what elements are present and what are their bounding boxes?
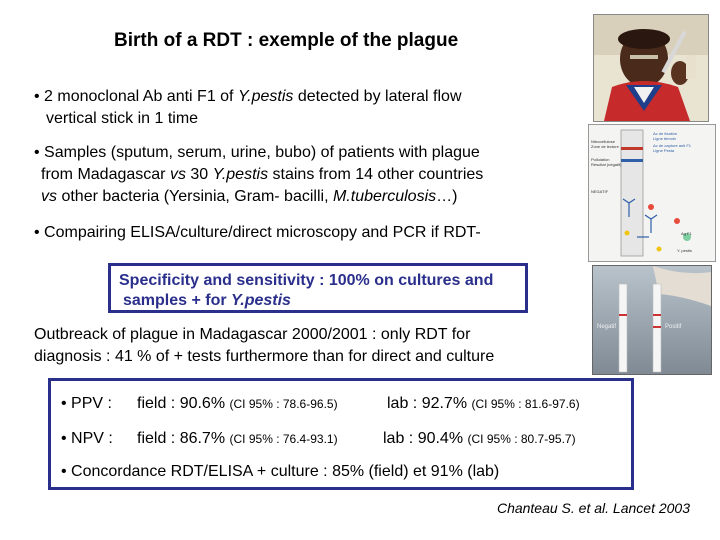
diagram-label-right2: Ligne témoin — [653, 136, 676, 141]
rdt-diagram-illustration — [589, 125, 715, 261]
ppv-lab: lab : 92.7% (CI 95% : 81.6-97.6) — [387, 395, 580, 412]
bullet-antibodies-line1: • 2 monoclonal Ab anti F1 of Y.pestis detected by lateral flow — [34, 88, 462, 105]
npv-field: field : 86.7% (CI 95% : 76.4-93.1) — [137, 430, 338, 447]
bullet-samples-line3: vs other bacteria (Yersinia, Gram- bacilli, M.tuberculosis…) — [41, 188, 458, 205]
bullet-antibodies — [34, 86, 462, 130]
outbreak-line2: diagnosis : 41 % of + tests furthermore than for direct and culture — [34, 348, 495, 365]
photo-test-strips — [592, 265, 712, 375]
strip-label-negative: Negatif — [597, 324, 617, 330]
bullet-comparison: • Compairing ELISA/culture/direct microscopy and PCR if RDT- — [34, 224, 481, 241]
specificity-box — [108, 263, 528, 313]
bullet-antibodies-line2: vertical stick in 1 time — [46, 110, 199, 127]
researcher-illustration — [594, 15, 708, 121]
test-strips-illustration — [593, 266, 711, 374]
npv-label: • NPV : — [61, 430, 113, 447]
citation: Chanteau S. et al. Lancet 2003 — [496, 500, 690, 516]
specificity-line1: Specificity and sensitivity : 100% on cultures and — [119, 272, 494, 289]
bullet-samples-line2: from Madagascar vs 30 Y.pestis stains from 14 other countries — [41, 166, 484, 183]
specificity-line2: samples + for Y.pestis — [123, 292, 291, 309]
ppv-label: • PPV : — [61, 395, 112, 412]
strip-label-positive: Positif — [665, 324, 682, 330]
diagram-label-right4: Ligne Pesta — [653, 148, 675, 153]
diagram-label-left1: Nitrocellulose — [591, 139, 616, 144]
diagram-label-left2: Zone de lecture — [591, 144, 619, 149]
npv-lab: lab : 90.4% (CI 95% : 80.7-95.7) — [383, 430, 576, 447]
diagram-label-right1: Ac de fixation — [653, 131, 678, 136]
diagram-label-strip: NEGATIF — [591, 189, 609, 194]
bullet-samples — [34, 142, 483, 208]
diagram-label-bottom1: Ag F1 — [681, 231, 692, 236]
bullet-samples-line1: • Samples (sputum, serum, urine, bubo) of patients with plague — [34, 144, 480, 161]
slide-title: Birth of a RDT : exemple of the plague — [114, 30, 459, 51]
diagram-label-right3: Ac de capture anti F1 — [653, 143, 692, 148]
concordance-text: • Concordance RDT/ELISA + culture : 85% (field) et 91% (lab) — [61, 463, 500, 480]
results-box — [48, 378, 634, 490]
ppv-field: field : 90.6% (CI 95% : 78.6-96.5) — [137, 395, 338, 412]
outbreak-text — [34, 324, 494, 368]
diagram-label-left4: Résultat (négatif) — [591, 162, 622, 167]
diagram-label-left3: Pullulation — [591, 157, 610, 162]
diagram-label-bottom2: Y. pestis — [677, 248, 692, 253]
rdt-diagram — [588, 124, 716, 262]
photo-researcher — [593, 14, 709, 122]
outbreak-line1: Outbreack of plague in Madagascar 2000/2001 : only RDT for — [34, 326, 471, 343]
